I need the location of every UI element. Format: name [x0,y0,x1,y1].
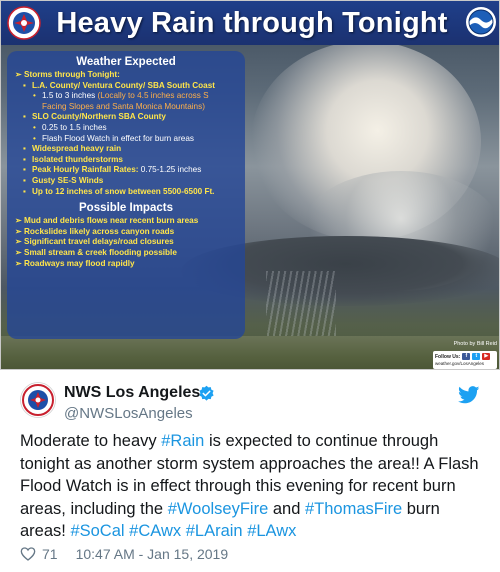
weather-expected-text: Isolated thunderstorms [32,154,123,164]
hashtag-link[interactable]: #LAwx [247,522,297,540]
weather-expected-heading: Weather Expected [76,56,176,68]
account-handle[interactable]: @NWSLosAngeles [64,405,193,422]
facebook-icon: f [462,353,470,360]
weather-expected-item [13,123,239,134]
bullet-marker: ▪ [23,154,26,164]
weather-expected-text: Peak Hourly Rainfall Rates: [32,165,139,175]
account-name[interactable]: NWS Los Angeles [64,384,201,401]
bullet-marker: • [33,91,36,101]
rain-shaft [266,271,336,346]
weather-expected-item [13,155,239,166]
bullet-marker: ➢ [15,247,22,257]
bullet-marker: ▪ [23,144,26,154]
follow-us-label: Follow Us: [435,353,461,360]
bullet-marker: ▪ [23,186,26,196]
hashtag-link[interactable]: #SoCal [70,522,125,540]
like-count[interactable]: 71 [42,546,58,562]
possible-impact-item [13,259,239,270]
bullet-marker: ▪ [23,175,26,185]
hashtag-link[interactable]: #LArain [185,522,243,540]
weather-expected-text: Storms through Tonight: [24,70,120,79]
tweet-text-segment: and [268,499,305,518]
possible-impact-text: Significant travel delays/road closures [24,237,174,247]
bullet-marker: ▪ [23,112,26,122]
weather-expected-item [13,70,239,81]
bullet-marker: ▪ [23,80,26,90]
follow-us-box [433,351,497,369]
bullet-marker: ➢ [15,216,22,226]
hashtag-link[interactable]: #ThomasFire [304,499,403,518]
hashtag-link[interactable]: #CAwx [129,522,182,540]
tweet-text-segment: burn areas! [20,499,440,540]
possible-impacts-heading: Possible Impacts [79,202,173,215]
nws-logo-icon [7,6,41,40]
graphic-title: Heavy Rain through Tonight [56,7,448,39]
weather-expected-text: Gusty SE-S Winds [32,175,104,185]
bullet-marker: ➢ [15,237,22,247]
verified-badge-icon [198,385,215,402]
possible-impacts-list [13,216,239,269]
weather-expected-text: 0.25 to 1.5 inches [42,122,107,132]
weather-expected-list [13,70,239,197]
possible-impact-item [13,227,239,238]
weather-expected-text: Up to 12 inches of snow between 5500-6500 Ft. [32,186,215,196]
weather-expected-note: (Locally to 4.5 inches across S [95,91,209,101]
avatar[interactable] [20,382,56,418]
weather-expected-text: Widespread heavy rain [32,144,122,154]
possible-impact-text: Small stream & creek flooding possible [24,247,177,257]
weather-expected-item [13,134,239,145]
follow-url: weather.gov/LosAngeles [435,361,485,366]
weather-expected-note: 0.75-1.25 inches [138,165,202,175]
possible-impact-text: Mud and debris flows near recent burn areas [24,216,199,226]
weather-expected-text: 1.5 to 3 inches [42,91,96,101]
weather-expected-item [13,176,239,187]
bullet-marker: ▪ [23,165,26,175]
possible-impact-text: Rockslides likely across canyon roads [24,226,175,236]
tweet-text-segment: is expected to continue through tonight as another storm system approaches the area!! A Flash Flood Watch is in effect through this evening for recent burn areas, including the [20,432,479,518]
weather-expected-item [13,187,239,198]
noaa-logo-icon [465,6,497,38]
photo-credit: Photo by Bill Reid [453,341,497,347]
tweet-text [20,430,490,543]
possible-impact-text: Roadways may flood rapidly [24,258,135,268]
hashtag-link[interactable]: #Rain [161,432,205,450]
bullet-marker: ➢ [15,226,22,236]
bullet-marker: ➢ [15,258,22,268]
hashtag-link[interactable]: #WoolseyFire [167,499,269,518]
weather-expected-item [13,165,239,176]
bullet-marker: ➢ [15,70,22,79]
bullet-marker: • [33,122,36,132]
weather-expected-item [13,81,239,92]
weather-expected-text: Flash Flood Watch in effect for burn areas [42,133,194,143]
possible-impact-item [13,216,239,227]
weather-expected-note: Facing Slopes and Santa Monica Mountains) [42,101,205,111]
weather-expected-text: L.A. County/ Ventura County/ SBA South Coast [32,80,216,90]
possible-impact-item [13,248,239,259]
weather-info-panel [7,51,245,339]
weather-expected-item [13,91,239,102]
weather-expected-item [13,144,239,155]
twitter-bird-icon[interactable] [458,386,480,404]
weather-expected-item [13,112,239,123]
heart-icon[interactable] [20,546,36,562]
possible-impact-item [13,237,239,248]
tweet-meta [20,544,228,564]
youtube-icon: ▶ [482,353,490,360]
weather-expected-text: SLO County/Northern SBA County [32,112,166,122]
tweet-card [0,370,500,572]
twitter-icon: t [472,353,480,360]
bullet-marker: • [33,133,36,143]
tweet-timestamp[interactable]: 10:47 AM - Jan 15, 2019 [75,546,229,562]
weather-expected-item [13,102,239,113]
tweet-text-segment: Moderate to heavy [20,432,162,450]
ground-field [1,336,500,370]
